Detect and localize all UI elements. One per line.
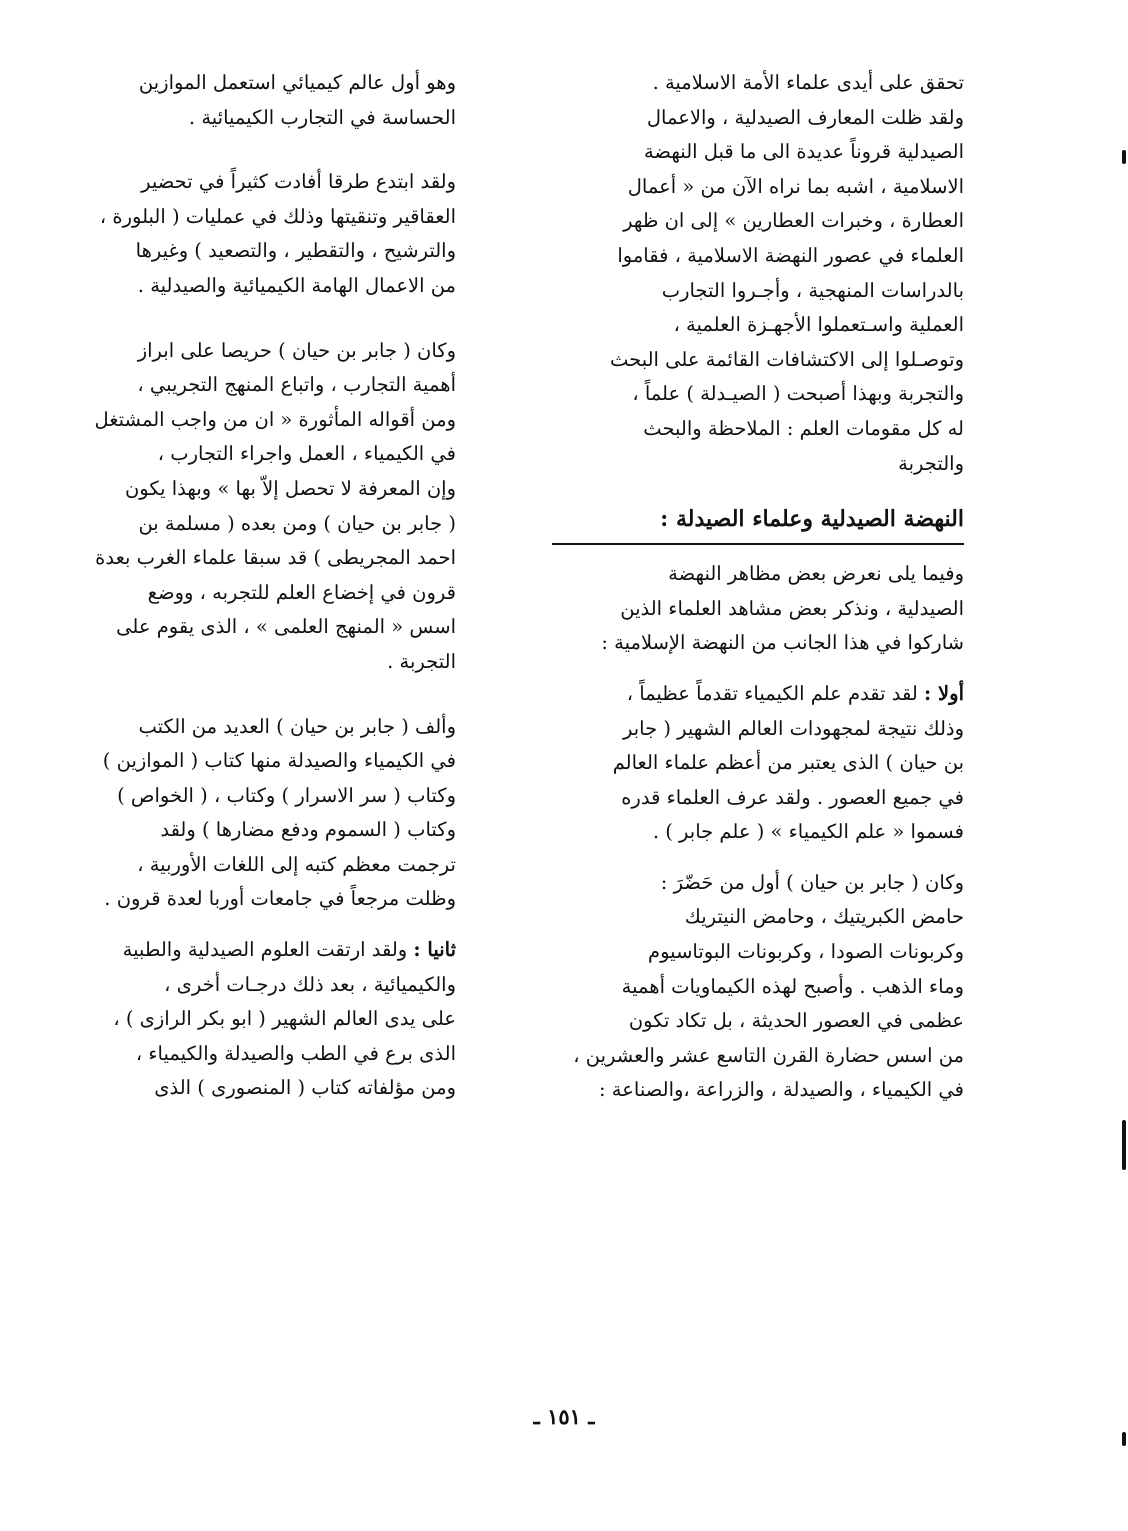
- text-line: قرون في إخضاع العلم للتجربه ، ووضع: [147, 580, 456, 604]
- section-heading: النهضة الصيدلية وعلماء الصيدلة :: [552, 499, 964, 545]
- paragraph-second-point: [48, 933, 456, 1106]
- text-line: في الكيمياء ، والصيدلة ، والزراعة ،والصناعة :: [599, 1078, 964, 1102]
- text-line: والتجربة: [898, 451, 964, 475]
- text-line: على يدى العالم الشهير ( ابو بكر الرازى ) ،: [113, 1007, 456, 1031]
- text-line: فسموا « علم الكيمياء » ( علم جابر ) .: [652, 820, 964, 844]
- text-line: العقاقير وتنقيتها وذلك في عمليات ( البلورة ،: [99, 204, 456, 228]
- paragraph-overview: [552, 557, 964, 661]
- left-column: [48, 66, 456, 1106]
- text-line: شاركوا في هذا الجانب من النهضة الإسلامية :: [601, 631, 964, 655]
- text-line: في الكيمياء والصيدلة منها كتاب ( الموازين ): [102, 749, 456, 773]
- text-line: الحساسة في التجارب الكيميائية .: [188, 105, 456, 129]
- spacer: [552, 661, 964, 677]
- text-line: وتوصـلوا إلى الاكتشافات القائمة على البحث: [609, 347, 964, 371]
- text-line: وألف ( جابر بن حيان ) العديد من الكتب: [138, 714, 456, 738]
- point-label: ثانيا :: [413, 938, 456, 962]
- paragraph-first-point: [552, 677, 964, 850]
- text-line: حامض الكبريتيك ، وحامض النيتريك: [684, 905, 964, 929]
- paragraph-methods: [48, 165, 456, 303]
- paragraph-balances: [48, 66, 456, 135]
- text-line: [48, 933, 456, 968]
- text-line: وماء الذهب . وأصبح لهذه الكيماويات أهمية: [621, 974, 964, 998]
- text-line: ترجمت معظم كتبه إلى اللغات الأوربية ،: [137, 852, 456, 876]
- text-line: احمد المجريطى ) قد سبقا علماء الغرب بعدة: [95, 546, 456, 570]
- text-line: في جميع العصور . ولقد عرف العلماء قدره: [621, 785, 964, 809]
- text-line: وكربونات الصودا ، وكربونات البوتاسيوم: [648, 940, 964, 964]
- text-line: [552, 677, 964, 712]
- text-line: عظمى في العصور الحديثة ، بل تكاد تكون: [628, 1009, 964, 1033]
- text-line: وكان ( جابر بن حيان ) أول من حَضّرَ :: [660, 870, 964, 894]
- text-line: وذلك نتيجة لمجهودات العالم الشهير ( جابر: [622, 716, 964, 740]
- text-line: ولقد ظلت المعارف الصيدلية ، والاعمال: [646, 105, 964, 129]
- text-line: في الكيمياء ، العمل واجراء التجارب ،: [157, 442, 456, 466]
- text-line: الذى برع في الطب والصيدلة والكيمياء ،: [135, 1041, 456, 1065]
- scan-edge-mark: [1122, 1432, 1126, 1446]
- text-line: ( جابر بن حيان ) ومن بعده ( مسلمة بن: [138, 511, 456, 535]
- text-line: والتجربة وبهذا أصبحت ( الصيـدلة ) علماً ،: [632, 382, 964, 406]
- text-line: وظلت مرجعاً في جامعات أوربا لعدة قرون .: [104, 887, 456, 911]
- text-line: ومن أقواله المأثورة « ان من واجب المشتغل: [94, 407, 456, 431]
- text-line: ومن مؤلفاته كتاب ( المنصورى ) الذى: [154, 1076, 456, 1100]
- text-line: له كل مقومات العلم : الملاحظة والبحث: [643, 416, 964, 440]
- paragraph-chemicals: [552, 866, 964, 1108]
- text-line: ولقد ابتدع طرقا أفادت كثيراً في تحضير: [141, 170, 456, 194]
- text-line: العلماء في عصور النهضة الاسلامية ، فقاموا: [617, 243, 964, 267]
- text-line: وهو أول عالم كيميائي استعمل الموازين: [138, 71, 456, 94]
- spacer: [48, 304, 456, 334]
- text-line: الاسلامية ، اشبه بما نراه الآن من « أعمال: [627, 174, 964, 198]
- text-line: وإن المعرفة لا تحصل إلاّ بها » وبهذا يكون: [124, 476, 456, 500]
- text-line: وكتاب ( سر الاسرار ) وكتاب ، ( الخواص ): [117, 783, 456, 807]
- text-line: من اسس حضارة القرن التاسع عشر والعشرين ،: [573, 1043, 964, 1067]
- text-line: والكيميائية ، بعد ذلك درجـات أخرى ،: [164, 972, 456, 996]
- point-label: أولا :: [924, 681, 964, 705]
- point-text: لقد تقدم علم الكيمياء تقدماً عظيماً ،: [626, 681, 925, 705]
- text-line: التجربة .: [387, 649, 456, 673]
- spacer: [48, 680, 456, 710]
- right-column: [552, 66, 964, 1108]
- spacer: [48, 917, 456, 933]
- page-number: ـ ١٥١ ـ: [533, 1404, 595, 1429]
- text-line: بن حيان ) الذى يعتبر من أعظم علماء العالم: [612, 751, 964, 775]
- scan-edge-mark: [1122, 150, 1126, 164]
- text-line: بالدراسات المنهجية ، وأجـروا التجارب: [661, 278, 964, 302]
- text-line: الصيدلية ، ونذكر بعض مشاهد العلماء الذين: [620, 596, 964, 620]
- text-line: العملية واسـتعملوا الأجهـزة العلمية ،: [673, 313, 964, 337]
- spacer: [552, 850, 964, 866]
- scan-edge-mark: [1122, 1120, 1126, 1170]
- point-text: ولقد ارتقت العلوم الصيدلية والطبية: [122, 938, 414, 962]
- text-line: أهمية التجارب ، واتباع المنهج التجريبي ،: [137, 373, 456, 397]
- text-line: وفيما يلى نعرض بعض مظاهر النهضة: [668, 562, 964, 586]
- text-line: وكان ( جابر بن حيان ) حريصا على ابراز: [137, 338, 456, 362]
- text-line: اسس « المنهج العلمى » ، الذى يقوم على: [116, 615, 456, 639]
- paragraph-intro: [552, 66, 964, 481]
- text-line: الصيدلية قروناً عديدة الى ما قبل النهضة: [643, 140, 964, 164]
- spacer: [48, 135, 456, 165]
- paragraph-books: [48, 710, 456, 918]
- text-line: العطارة ، وخبرات العطارين » إلى ان ظهر: [623, 209, 964, 233]
- text-line: وكتاب ( السموم ودفع مضارها ) ولقد: [160, 818, 456, 842]
- text-line: والترشيح ، والتقطير ، والتصعيد ) وغيرها: [135, 239, 456, 263]
- paragraph-experiments: [48, 334, 456, 680]
- text-line: تحقق على أيدى علماء الأمة الاسلامية .: [652, 71, 964, 94]
- text-line: من الاعمال الهامة الكيميائية والصيدلية .: [137, 273, 456, 297]
